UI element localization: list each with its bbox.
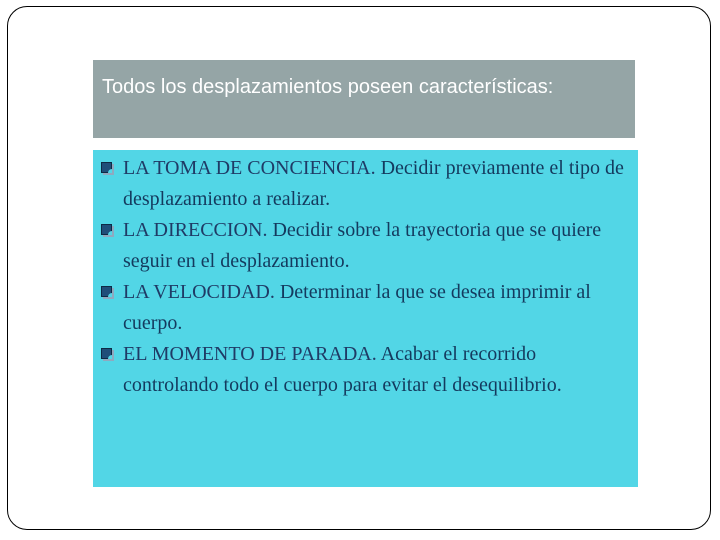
bullet-item — [101, 153, 630, 215]
bullet-description: Decidir sobre la trayectoria que se quiere seguir en el desplazamiento. — [123, 219, 602, 272]
square-bullet-icon — [101, 162, 112, 173]
bullet-item — [101, 339, 630, 401]
bullet-item — [101, 215, 630, 277]
content-panel — [93, 150, 638, 487]
square-bullet-icon — [101, 348, 112, 359]
bullet-term: LA VELOCIDAD. — [123, 281, 275, 303]
square-bullet-icon — [101, 286, 112, 297]
bullet-description: Acabar el recorrido controlando todo el cuerpo para evitar el desequilibrio. — [123, 343, 562, 396]
bullet-term: LA DIRECCION. — [123, 219, 268, 241]
slide-title-text: Todos los desplazamientos poseen características: — [102, 76, 554, 98]
slide-title — [93, 60, 635, 138]
bullet-term: EL MOMENTO DE PARADA. — [123, 343, 377, 365]
bullet-term: LA TOMA DE CONCIENCIA. — [123, 157, 376, 179]
square-bullet-icon — [101, 224, 112, 235]
bullet-item — [101, 277, 630, 339]
bullet-description: Determinar la que se desea imprimir al cuerpo. — [123, 281, 591, 334]
bullet-description: Decidir previamente el tipo de desplazamiento a realizar. — [123, 157, 624, 210]
